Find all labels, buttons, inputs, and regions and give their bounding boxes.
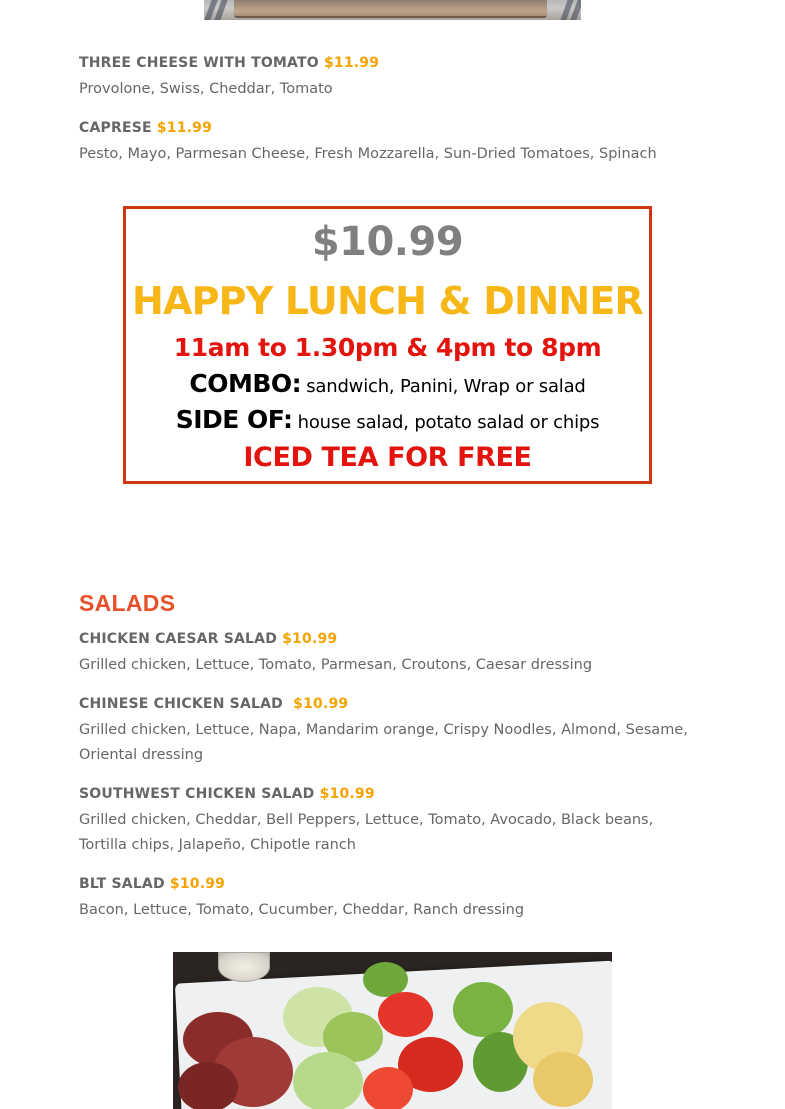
- menu-item-title: [79, 53, 699, 73]
- menu-item-description: Bacon, Lettuce, Tomato, Cucumber, Cheddar, Ranch dressing: [79, 902, 525, 918]
- menu-item-description: Pesto, Mayo, Parmesan Cheese, Fresh Mozzarella, Sun-Dried Tomatoes, Spinach: [79, 146, 657, 162]
- menu-item-chinese-chicken-salad: [79, 694, 699, 768]
- item-price: $11.99: [156, 120, 213, 136]
- item-price: $10.99: [319, 786, 375, 802]
- menu-item-blt-salad: [79, 874, 699, 923]
- item-name: THREE CHEESE WITH TOMATO: [79, 55, 319, 71]
- menu-item-three-cheese: [79, 53, 699, 102]
- section-heading-salads: SALADS: [79, 590, 176, 616]
- item-price: $10.99: [282, 631, 338, 647]
- menu-item-title: [79, 118, 699, 138]
- menu-item-description: Grilled chicken, Cheddar, Bell Peppers, Lettuce, Tomato, Avocado, Black beans, Tortilla chips, Jalapeño, Chipotle ranch: [79, 812, 654, 853]
- promo-headline: HAPPY LUNCH & DINNER: [132, 279, 643, 323]
- item-name: SOUTHWEST CHICKEN SALAD: [79, 786, 315, 802]
- sandwich-photo: [204, 0, 581, 20]
- item-name: BLT SALAD: [79, 876, 165, 892]
- promo-free-iced-tea: ICED TEA FOR FREE: [243, 442, 532, 473]
- item-price: $11.99: [323, 55, 380, 71]
- menu-item-title: [79, 694, 699, 714]
- menu-item-title: [79, 784, 699, 804]
- menu-item-southwest-chicken-salad: [79, 784, 699, 858]
- menu-item-description: Provolone, Swiss, Cheddar, Tomato: [79, 81, 333, 97]
- menu-item-caprese: [79, 118, 699, 167]
- item-name: CAPRESE: [79, 120, 152, 136]
- promo-side-label: SIDE OF:: [175, 405, 293, 434]
- promo-price: $10.99: [311, 219, 464, 265]
- menu-item-title: [79, 629, 699, 649]
- promo-combo-label: COMBO:: [189, 369, 302, 398]
- menu-item-title: [79, 874, 699, 894]
- item-price: $10.99: [293, 696, 349, 712]
- menu-item-description: Grilled chicken, Lettuce, Tomato, Parmesan, Croutons, Caesar dressing: [79, 657, 593, 673]
- promo-combo-text: sandwich, Panini, Wrap or salad: [306, 376, 586, 397]
- item-price: $10.99: [169, 876, 226, 892]
- promo-side-text: house salad, potato salad or chips: [297, 412, 600, 433]
- item-name: CHICKEN CAESAR SALAD: [79, 631, 278, 647]
- promo-hours: 11am to 1.30pm & 4pm to 8pm: [173, 333, 602, 362]
- promo-combo-line: [126, 369, 649, 398]
- menu-item-chicken-caesar-salad: [79, 629, 699, 678]
- promo-side-line: [126, 405, 649, 434]
- happy-hour-promo-banner: [123, 206, 652, 484]
- salad-photo: [173, 952, 612, 1109]
- menu-item-description: Grilled chicken, Lettuce, Napa, Mandarim orange, Crispy Noodles, Almond, Sesame, Oriental dressing: [79, 722, 688, 763]
- item-name: CHINESE CHICKEN SALAD: [79, 696, 283, 712]
